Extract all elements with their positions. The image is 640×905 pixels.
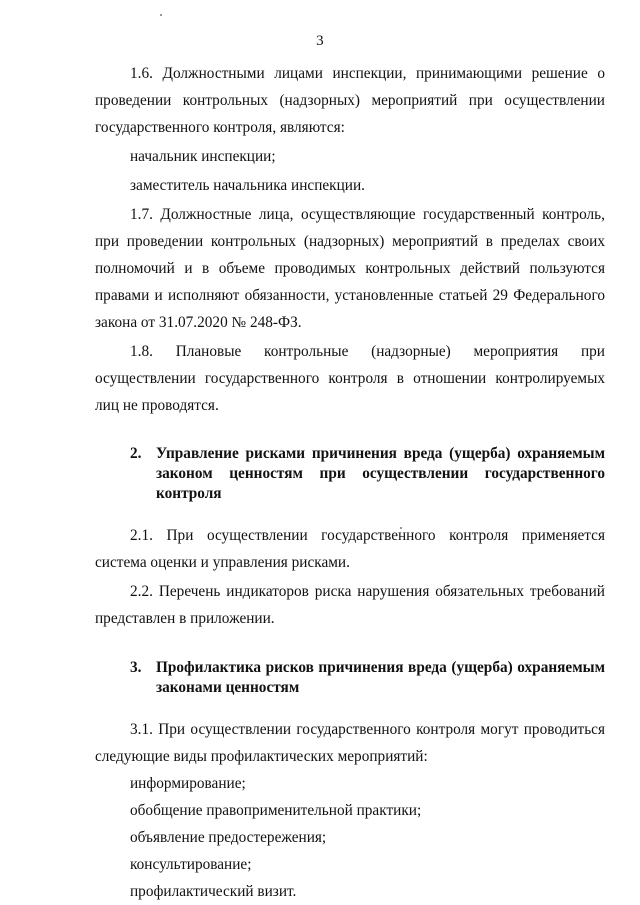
measures-list-item: обобщение правоприменительной практики; [130,802,422,819]
section-3-number: 3. [130,659,142,676]
section-3-heading [95,658,605,698]
measures-list-item: информирование; [130,775,246,792]
measures-list-item: профилактический визит. [130,883,297,900]
paragraph-3-1: 3.1. При осуществлении государственного контроля могут проводиться следующие виды профилактических мероприятий: [95,721,605,765]
section-3-title: Профилактика рисков причинения вреда (ущерба) охраняемым законами ценностям [156,659,605,696]
officials-list-item: начальник инспекции; [130,148,276,165]
section-2-heading [95,444,605,504]
measures-list-item: объявление предостережения; [130,829,327,846]
section-2-number: 2. [130,445,142,462]
document-body [95,60,605,905]
paragraph-1-8: 1.8. Плановые контрольные (надзорные) мероприятия при осуществлении государственного контроля в отношении контролируемых лиц не проводятся. [95,343,605,414]
scan-speck [160,14,162,16]
paragraph-1-6: 1.6. Должностными лицами инспекции, принимающими решение о проведении контрольных (надзорных) мероприятий при осуществлении государственного контроля, являются: [95,65,605,136]
paragraph-2-1: 2.1. При осуществлении государственного контроля применяется система оценки и управления рисками. [95,527,605,571]
paragraph-1-7: 1.7. Должностные лица, осуществляющие государственный контроль, при проведении контрольных (надзорных) мероприятий в пределах своих полномочий и в объеме проводимых контрольных действий пользуются правами и исполняют обязанности, установленные статьей 29 Федерального закона от 31.07.2020 № 248-ФЗ. [95,206,605,331]
officials-list-item: заместитель начальника инспекции. [130,177,365,194]
measures-list-item: консультирование; [130,856,252,873]
section-2-title: Управление рисками причинения вреда (ущерба) охраняемым законом ценностям при осуществлении государственного контроля [156,445,605,502]
page-number: 3 [316,33,324,49]
paragraph-2-2: 2.2. Перечень индикаторов риска нарушения обязательных требований представлен в приложении. [95,583,605,627]
